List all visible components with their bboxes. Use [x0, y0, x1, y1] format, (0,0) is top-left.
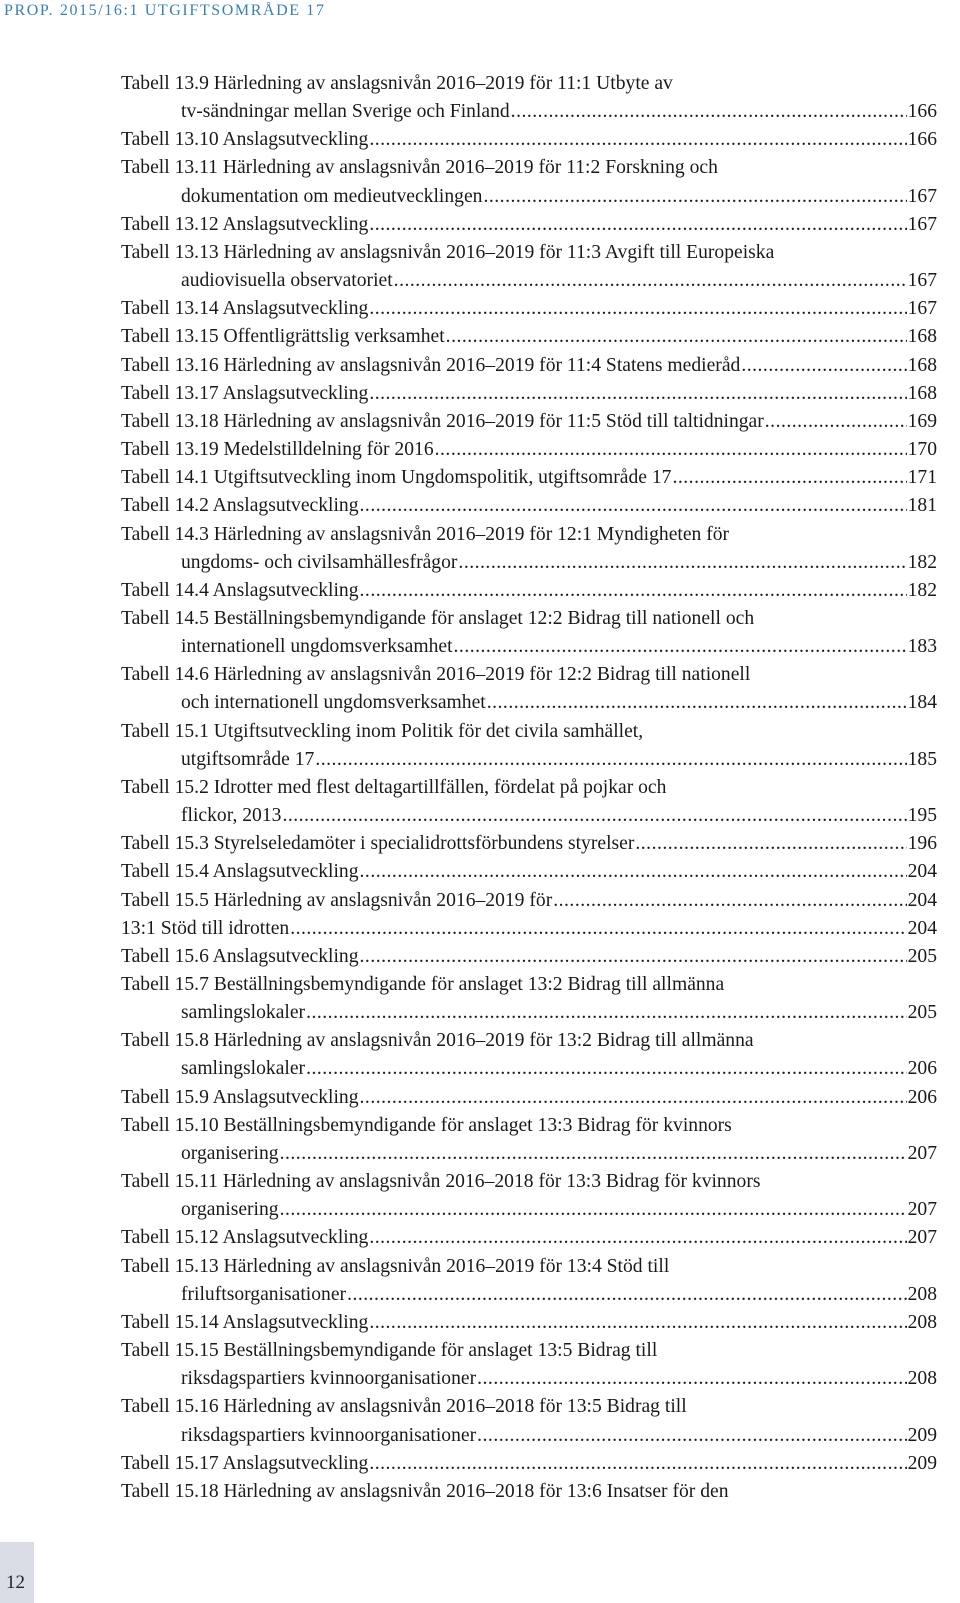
toc-entry-title-continued: och internationell ungdomsverksamhet	[181, 692, 486, 714]
dot-leader	[306, 999, 907, 1027]
dot-leader	[765, 408, 907, 436]
toc-entry-title: Tabell 14.6 Härledning av anslagsnivån 2016–2019 för 12:2 Bidrag till nationell	[121, 664, 751, 686]
toc-entry[interactable]	[121, 352, 937, 380]
toc-entry[interactable]	[121, 887, 937, 915]
dot-leader	[369, 1224, 906, 1252]
toc-entry[interactable]	[121, 830, 937, 858]
toc-entry[interactable]	[121, 1084, 937, 1112]
toc-entry-row	[121, 1281, 937, 1309]
toc-entry-row	[121, 1365, 937, 1393]
toc-entry-row	[121, 380, 937, 408]
toc-entry[interactable]	[121, 605, 937, 661]
dot-leader	[487, 689, 907, 717]
toc-entry-title: Tabell 13.13 Härledning av anslagsnivån 2016–2019 för 11:3 Avgift till Europeiska	[121, 241, 775, 263]
toc-entry-title: Tabell 15.6 Anslagsutveckling	[121, 945, 359, 967]
toc-entry[interactable]	[121, 1337, 937, 1393]
toc-entry-title: Tabell 13.19 Medelstilldelning för 2016	[121, 439, 434, 461]
toc-entry-title-continued: riksdagspartiers kvinnoorganisationer	[181, 1424, 477, 1446]
toc-entry-row	[121, 915, 937, 943]
toc-page-number: 183	[907, 636, 937, 658]
table-of-tables	[121, 70, 937, 1506]
toc-entry-title: Tabell 15.17 Anslagsutveckling	[121, 1452, 369, 1474]
toc-page-number: 167	[907, 270, 937, 292]
toc-entry[interactable]	[121, 521, 937, 577]
toc-entry-title: Tabell 13.14 Anslagsutveckling	[121, 298, 369, 320]
dot-leader	[635, 830, 906, 858]
toc-page-number: 167	[907, 185, 937, 207]
toc-entry-row	[121, 830, 937, 858]
toc-entry-title: Tabell 13.9 Härledning av anslagsnivån 2016–2019 för 11:1 Utbyte av	[121, 73, 673, 94]
toc-entry-row	[121, 633, 937, 661]
toc-entry-row	[121, 887, 937, 915]
dot-leader	[280, 1196, 907, 1224]
dot-leader	[369, 211, 906, 239]
toc-entry-title: Tabell 15.5 Härledning av anslagsnivån 2016–2019 för	[121, 889, 553, 911]
toc-entry-row	[121, 689, 937, 717]
dot-leader	[483, 183, 906, 211]
toc-entry[interactable]	[121, 154, 937, 210]
toc-entry-title: Tabell 13.18 Härledning av anslagsnivån 2016–2019 för 11:5 Stöd till taltidningar	[121, 410, 764, 432]
toc-page-number: 182	[907, 551, 937, 573]
toc-entry-title: Tabell 15.2 Idrotter med flest deltagartillfällen, fördelat på pojkar och	[121, 776, 667, 798]
toc-entry-row	[121, 943, 937, 971]
toc-entry-title: 13:1 Stöd till idrotten	[121, 917, 290, 939]
toc-entry-row	[121, 1140, 937, 1168]
toc-entry-title: Tabell 15.11 Härledning av anslagsnivån 2016–2018 för 13:3 Bidrag för kvinnors	[121, 1171, 761, 1193]
dot-leader	[458, 549, 906, 577]
toc-page-number: 166	[907, 101, 937, 123]
toc-entry-row	[121, 267, 937, 295]
toc-page-number: 208	[907, 1368, 937, 1390]
toc-entry-title-continued: ungdoms- och civilsamhällesfrågor	[181, 551, 458, 573]
toc-entry-title: Tabell 15.14 Anslagsutveckling	[121, 1311, 369, 1333]
dot-leader	[741, 352, 906, 380]
toc-page-number: 167	[907, 298, 937, 320]
toc-entry-title: Tabell 15.7 Beställningsbemyndigande för anslaget 13:2 Bidrag till allmänna	[121, 974, 725, 995]
toc-entry-title: Tabell 13.11 Härledning av anslagsnivån 2016–2019 för 11:2 Forskning och	[121, 157, 718, 179]
toc-entry[interactable]	[121, 492, 937, 520]
toc-entry-title: Tabell 15.8 Härledning av anslagsnivån 2016–2019 för 13:2 Bidrag till allmänna	[121, 1030, 754, 1052]
toc-page-number: 168	[907, 326, 937, 348]
toc-entry-title: Tabell 15.1 Utgiftsutveckling inom Politik för det civila samhället,	[121, 720, 644, 742]
toc-entry-title: Tabell 13.16 Härledning av anslagsnivån 2016–2019 för 11:4 Statens medieråd	[121, 354, 741, 376]
dot-leader	[477, 1365, 906, 1393]
toc-page-number: 170	[907, 439, 937, 461]
toc-entry-title: Tabell 15.4 Anslagsutveckling	[121, 861, 359, 883]
toc-entry-row	[121, 746, 937, 774]
toc-entry[interactable]	[121, 858, 937, 886]
toc-entry-row	[121, 549, 937, 577]
toc-entry[interactable]	[121, 718, 937, 774]
toc-page-number: 206	[907, 1058, 937, 1080]
toc-entry-row	[121, 295, 937, 323]
dot-leader	[394, 267, 907, 295]
toc-entry[interactable]	[121, 774, 937, 830]
toc-entry[interactable]	[121, 408, 937, 436]
toc-entry-row	[121, 1084, 937, 1112]
toc-entry-title: Tabell 15.18 Härledning av anslagsnivån 2016–2018 för 13:6 Insatser för den	[121, 1480, 729, 1502]
toc-entry-row	[121, 211, 937, 239]
toc-page-number: 208	[907, 1283, 937, 1305]
toc-entry-title-continued: friluftsorganisationer	[181, 1283, 347, 1305]
toc-entry-title: Tabell 13.12 Anslagsutveckling	[121, 213, 369, 235]
running-header: PROP. 2015/16:1 UTGIFTSOMRÅDE 17	[4, 2, 326, 19]
dot-leader	[360, 858, 907, 886]
toc-page-number: 195	[907, 805, 937, 827]
toc-entry[interactable]	[121, 380, 937, 408]
toc-entry[interactable]	[121, 971, 937, 1027]
toc-entry[interactable]	[121, 915, 937, 943]
toc-entry-title-continued: tv-sändningar mellan Sverige och Finland	[181, 101, 510, 123]
toc-entry-title-continued: audiovisuella observatoriet	[181, 270, 393, 292]
toc-page-number: 209	[907, 1452, 937, 1474]
toc-entry-row	[121, 436, 937, 464]
toc-entry-title: Tabell 13.17 Anslagsutveckling	[121, 382, 369, 404]
dot-leader	[290, 915, 906, 943]
toc-entry-title-continued: riksdagspartiers kvinnoorganisationer	[181, 1368, 477, 1390]
toc-entry[interactable]	[121, 1224, 937, 1252]
toc-entry[interactable]	[121, 1027, 937, 1083]
toc-entry-row	[121, 1450, 937, 1478]
toc-page-number: 168	[907, 354, 937, 376]
toc-page-number: 167	[907, 213, 937, 235]
toc-entry[interactable]	[121, 1253, 937, 1309]
dot-leader	[347, 1281, 907, 1309]
toc-page-number: 206	[907, 1086, 937, 1108]
dot-leader	[369, 295, 906, 323]
toc-page-number: 182	[907, 579, 937, 601]
toc-entry-title-continued: internationell ungdomsverksamhet	[181, 636, 453, 658]
toc-page-number: 205	[907, 945, 937, 967]
toc-entry[interactable]	[121, 436, 937, 464]
toc-entry-row	[121, 1422, 937, 1450]
toc-entry-row	[121, 492, 937, 520]
toc-entry[interactable]	[121, 295, 937, 323]
toc-entry-row	[121, 183, 937, 211]
toc-page-number: 204	[907, 889, 937, 911]
toc-page-number: 207	[907, 1142, 937, 1164]
toc-entry[interactable]	[121, 1309, 937, 1337]
toc-page-number: 209	[907, 1424, 937, 1446]
toc-entry-title: Tabell 15.10 Beställningsbemyndigande för anslaget 13:3 Bidrag för kvinnors	[121, 1114, 732, 1136]
toc-entry-row	[121, 323, 937, 351]
toc-entry[interactable]	[121, 1478, 937, 1506]
toc-entry-title: Tabell 15.13 Härledning av anslagsnivån 2016–2019 för 13:4 Stöd till	[121, 1255, 670, 1277]
toc-entry-title: Tabell 13.15 Offentligrättslig verksamhet	[121, 326, 445, 348]
dot-leader	[511, 98, 907, 126]
dot-leader	[435, 436, 907, 464]
toc-entry[interactable]	[121, 70, 937, 126]
dot-leader	[360, 492, 907, 520]
toc-entry-title-continued: dokumentation om medieutvecklingen	[181, 185, 483, 207]
toc-entry-title: Tabell 15.15 Beställningsbemyndigande för anslaget 13:5 Bidrag till	[121, 1340, 658, 1362]
toc-page-number: 207	[907, 1227, 937, 1249]
dot-leader	[672, 464, 906, 492]
toc-entry-row	[121, 352, 937, 380]
dot-leader	[280, 1140, 907, 1168]
toc-entry-row	[121, 1055, 937, 1083]
toc-entry-row	[121, 408, 937, 436]
toc-entry-row	[121, 1196, 937, 1224]
toc-page-number: 205	[907, 1002, 937, 1024]
toc-entry-title: Tabell 14.4 Anslagsutveckling	[121, 579, 359, 601]
toc-entry-title: Tabell 14.5 Beställningsbemyndigande för anslaget 12:2 Bidrag till nationell och	[121, 607, 755, 629]
toc-entry-title-continued: samlingslokaler	[181, 1058, 306, 1080]
toc-entry-row	[121, 98, 937, 126]
toc-entry-row	[121, 858, 937, 886]
toc-entry-title-continued: samlingslokaler	[181, 1002, 306, 1024]
toc-entry-title-continued: organisering	[181, 1142, 279, 1164]
dot-leader	[369, 1450, 906, 1478]
page-number-tab	[0, 1542, 34, 1603]
toc-entry-title: Tabell 14.1 Utgiftsutveckling inom Ungdomspolitik, utgiftsområde 17	[121, 467, 672, 489]
dot-leader	[282, 802, 906, 830]
toc-entry-row	[121, 577, 937, 605]
toc-page-number: 204	[907, 861, 937, 883]
toc-page-number: 166	[907, 129, 937, 151]
toc-page-number: 181	[907, 495, 937, 517]
dot-leader	[369, 1309, 906, 1337]
toc-page-number: 204	[907, 917, 937, 939]
toc-entry[interactable]	[121, 126, 937, 154]
toc-entry[interactable]	[121, 464, 937, 492]
toc-entry-row	[121, 1224, 937, 1252]
dot-leader	[369, 380, 906, 408]
toc-page-number: 207	[907, 1199, 937, 1221]
toc-entry[interactable]	[121, 943, 937, 971]
toc-entry[interactable]	[121, 577, 937, 605]
dot-leader	[454, 633, 907, 661]
toc-entry[interactable]	[121, 239, 937, 295]
toc-entry-title: Tabell 15.9 Anslagsutveckling	[121, 1086, 359, 1108]
toc-page-number: 184	[907, 692, 937, 714]
toc-page-number: 185	[907, 748, 937, 770]
toc-entry-title: Tabell 14.3 Härledning av anslagsnivån 2016–2019 för 12:1 Myndigheten för	[121, 523, 730, 545]
toc-entry[interactable]	[121, 211, 937, 239]
toc-entry-row	[121, 126, 937, 154]
page-number: 12	[6, 1572, 25, 1593]
dot-leader	[369, 126, 906, 154]
toc-entry-row	[121, 464, 937, 492]
toc-entry[interactable]	[121, 323, 937, 351]
toc-page-number: 208	[907, 1311, 937, 1333]
dot-leader	[446, 323, 907, 351]
toc-page-number: 168	[907, 382, 937, 404]
toc-entry[interactable]	[121, 1450, 937, 1478]
toc-entry-title-continued: utgiftsområde 17	[181, 748, 315, 770]
dot-leader	[553, 887, 906, 915]
toc-entry-title: Tabell 14.2 Anslagsutveckling	[121, 495, 359, 517]
toc-entry[interactable]	[121, 1393, 937, 1449]
toc-page-number: 169	[907, 410, 937, 432]
dot-leader	[360, 1084, 907, 1112]
dot-leader	[477, 1422, 906, 1450]
toc-entry[interactable]	[121, 661, 937, 717]
toc-entry[interactable]	[121, 1112, 937, 1168]
toc-page-number: 171	[907, 467, 937, 489]
dot-leader	[360, 577, 907, 605]
toc-entry-title: Tabell 13.10 Anslagsutveckling	[121, 129, 369, 151]
toc-entry-title-continued: organisering	[181, 1199, 279, 1221]
toc-entry-title: Tabell 15.16 Härledning av anslagsnivån 2016–2018 för 13:5 Bidrag till	[121, 1396, 687, 1418]
dot-leader	[315, 746, 906, 774]
toc-entry-row	[121, 1309, 937, 1337]
toc-entry-title-continued: flickor, 2013	[181, 805, 282, 827]
toc-entry[interactable]	[121, 1168, 937, 1224]
dot-leader	[306, 1055, 907, 1083]
toc-page-number: 196	[907, 833, 937, 855]
dot-leader	[360, 943, 907, 971]
toc-entry-title: Tabell 15.3 Styrelseledamöter i specialidrottsförbundens styrelser	[121, 833, 635, 855]
toc-entry-row	[121, 802, 937, 830]
toc-entry-row	[121, 999, 937, 1027]
toc-entry-title: Tabell 15.12 Anslagsutveckling	[121, 1227, 369, 1249]
